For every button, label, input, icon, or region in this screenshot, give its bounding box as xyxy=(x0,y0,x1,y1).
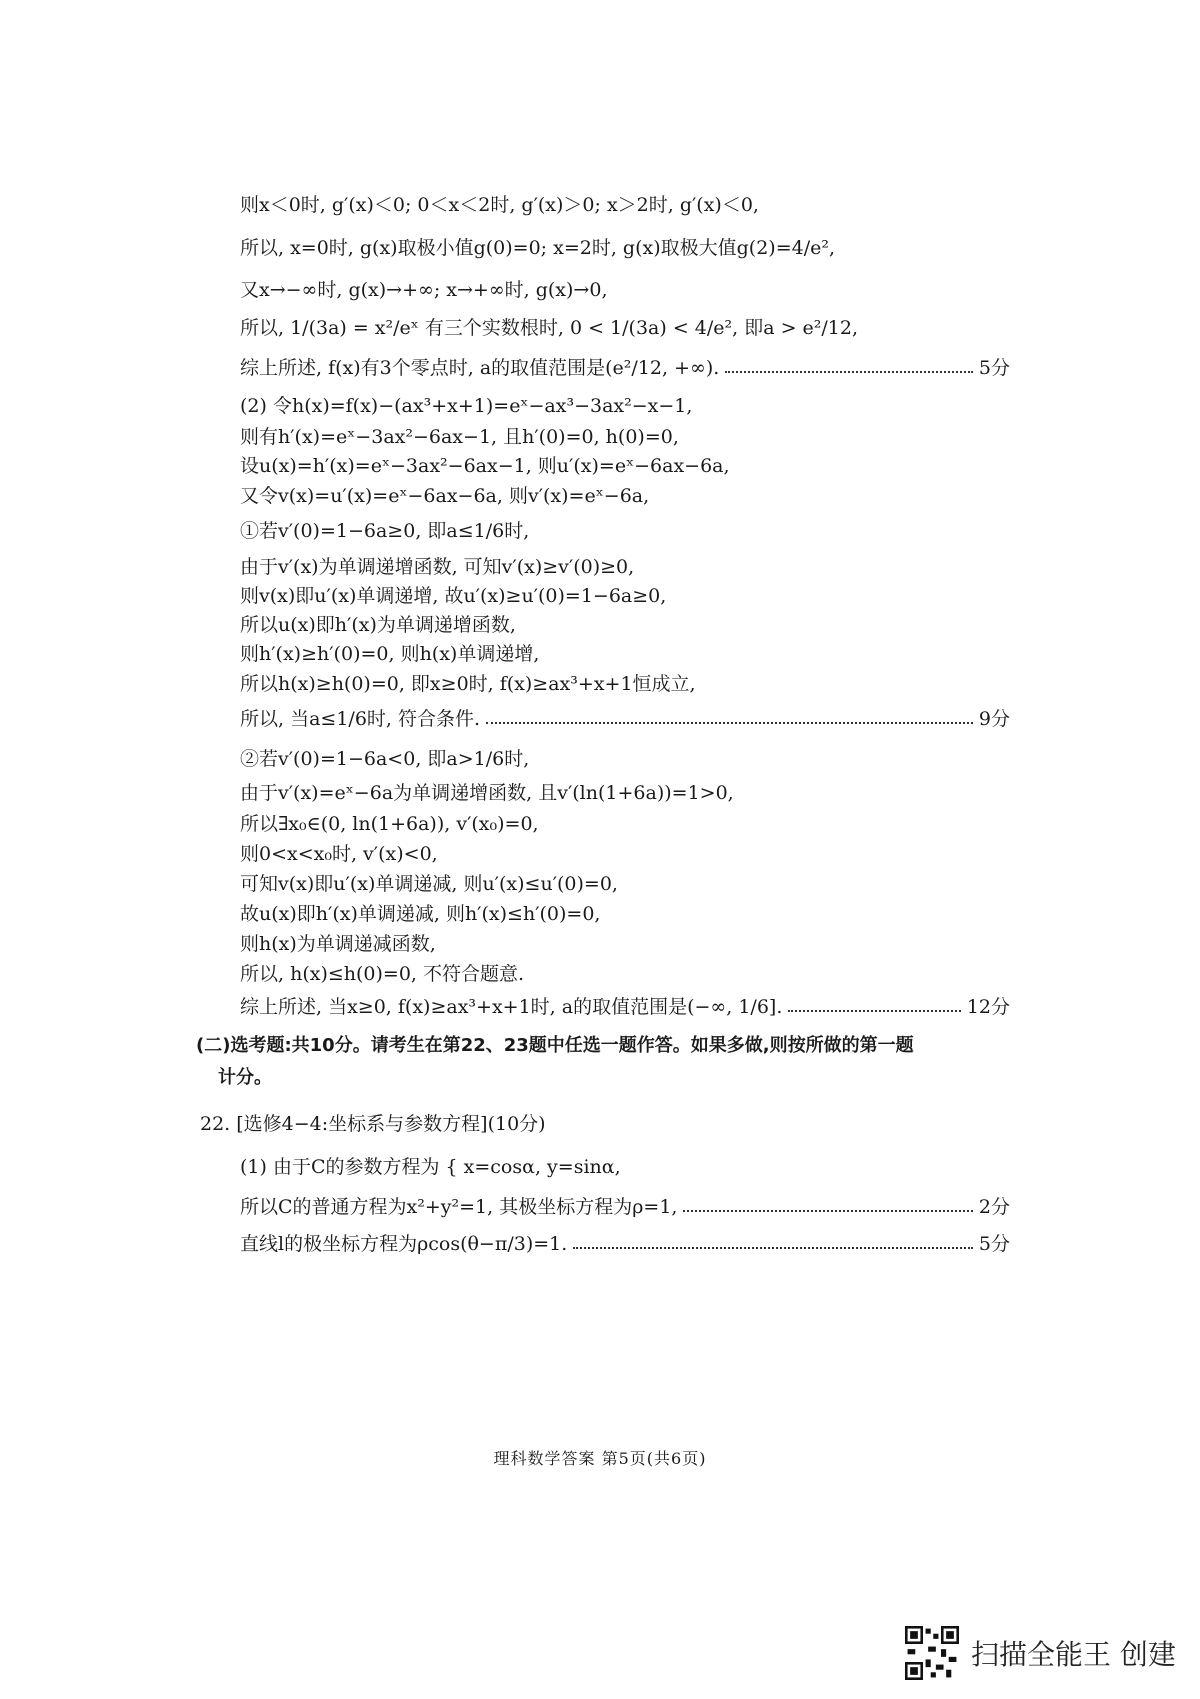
question-22-line3: 直线l的极坐标方程为ρcos(θ−π/3)=1. 5分 xyxy=(240,1232,1010,1255)
question-22-header: 22. [选修4−4:坐标系与参数方程](10分) xyxy=(200,1112,546,1135)
solution-line-text: 由于v′(x)=eˣ−6a为单调递增函数, 且v′(ln(1+6a))=1>0, xyxy=(240,781,734,804)
solution-line-text: 由于v′(x)为单调递增函数, 可知v′(x)≥v′(0)≥0, xyxy=(240,555,635,578)
section-heading-line2: 计分。 xyxy=(218,1067,272,1088)
solution-line-text: ①若v′(0)=1−6a≥0, 即a≤1/6时, xyxy=(240,519,530,542)
solution-line-text: 综上所述, 当x≥0, f(x)≥ax³+x+1时, a的取值范围是(−∞, 1/6]. xyxy=(240,995,783,1018)
scanner-watermark: 扫描全能王 创建 xyxy=(905,1625,1176,1681)
dot-leader xyxy=(725,371,973,373)
question-22-line2: 所以C的普通方程为x²+y²=1, 其极坐标方程为ρ=1, 2分 xyxy=(240,1195,1010,1218)
solution-line-text: 所以u(x)即h′(x)为单调递增函数, xyxy=(240,613,516,636)
solution-line xyxy=(240,662,1010,702)
solution-line-text: 综上所述, f(x)有3个零点时, a的取值范围是(e²/12, +∞). xyxy=(240,356,720,379)
solution-line-text: 所以, 当a≤1/6时, 符合条件. xyxy=(240,707,481,730)
solution-line-text: ②若v′(0)=1−6a<0, 即a>1/6时, xyxy=(240,747,530,770)
question-22-line1: (1) 由于C的参数方程为 { x=cosα, y=sinα, xyxy=(240,1155,621,1178)
solution-line xyxy=(240,509,1010,549)
score-label: 12分 xyxy=(966,995,1010,1018)
score-label: 5分 xyxy=(978,356,1010,379)
solution-line-text: 则0<x<x₀时, v′(x)<0, xyxy=(240,842,438,865)
solution-line-text: 所以, x=0时, g(x)取极小值g(0)=0; x=2时, g(x)取极大值g(2)=4/e², xyxy=(240,236,836,259)
qr-code-icon xyxy=(905,1626,959,1680)
dot-leader xyxy=(573,1247,973,1249)
solution-line xyxy=(240,697,1010,737)
score-label: 9分 xyxy=(978,707,1010,730)
solution-line xyxy=(240,306,1010,346)
solution-line-text: 则h(x)为单调递减函数, xyxy=(240,932,436,955)
solution-line xyxy=(240,183,1010,223)
solution-line-text: 故u(x)即h′(x)单调递减, 则h′(x)≤h′(0)=0, xyxy=(240,902,601,925)
dot-leader xyxy=(788,1010,960,1012)
solution-line-text: 则v(x)即u′(x)单调递增, 故u′(x)≥u′(0)=1−6a≥0, xyxy=(240,584,667,607)
solution-line-text: 则x＜0时, g′(x)＜0; 0＜x＜2时, g′(x)＞0; x＞2时, g′(x)＜0, xyxy=(240,193,759,216)
solution-line-text: 所以, h(x)≤h(0)=0, 不符合题意. xyxy=(240,962,525,985)
solution-line-text: 则h′(x)≥h′(0)=0, 则h(x)单调递增, xyxy=(240,642,540,665)
solution-line-text: 所以, 1/(3a) = x²/eˣ 有三个实数根时, 0 < 1/(3a) < 4/e², 即a > e²/12, xyxy=(240,316,859,339)
section-heading-line1: (二)选考题:共10分。请考生在第22、23题中任选一题作答。如果多做,则按所做的第一题 xyxy=(196,1035,914,1056)
dot-leader xyxy=(486,722,973,724)
solution-line-text: 设u(x)=h′(x)=eˣ−3ax²−6ax−1, 则u′(x)=eˣ−6ax−6a, xyxy=(240,454,730,477)
solution-line xyxy=(240,985,1010,1025)
solution-line-text: 则有h′(x)=eˣ−3ax²−6ax−1, 且h′(0)=0, h(0)=0, xyxy=(240,425,679,448)
solution-line xyxy=(240,346,1010,386)
solution-line xyxy=(240,268,1010,308)
solution-line-text: 所以∃x₀∈(0, ln(1+6a)), v′(x₀)=0, xyxy=(240,812,539,835)
solution-line xyxy=(240,226,1010,266)
solution-line-text: 又令v(x)=u′(x)=eˣ−6ax−6a, 则v′(x)=eˣ−6a, xyxy=(240,484,650,507)
dot-leader xyxy=(683,1210,972,1212)
solution-line-text: (2) 令h(x)=f(x)−(ax³+x+1)=eˣ−ax³−3ax²−x−1, xyxy=(240,394,693,417)
page-footer: 理科数学答案 第5页(共6页) xyxy=(493,1449,707,1468)
solution-line-text: 可知v(x)即u′(x)单调递减, 则u′(x)≤u′(0)=0, xyxy=(240,872,618,895)
solution-line-text: 又x→−∞时, g(x)→+∞; x→+∞时, g(x)→0, xyxy=(240,278,608,301)
solution-line xyxy=(240,474,1010,514)
solution-line-text: 所以h(x)≥h(0)=0, 即x≥0时, f(x)≥ax³+x+1恒成立, xyxy=(240,672,696,695)
